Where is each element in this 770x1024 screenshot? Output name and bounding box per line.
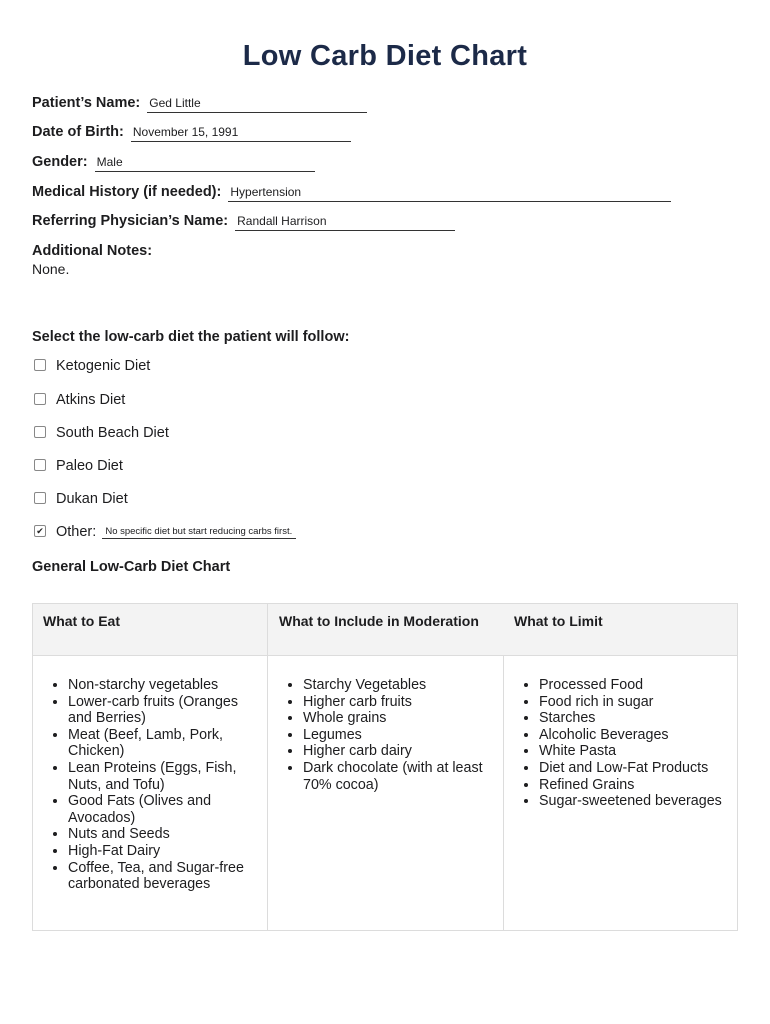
table-header (33, 604, 737, 656)
list-item: • Good Fats (Olives and Avocados) (68, 793, 261, 826)
option-label: Other: (56, 524, 97, 540)
list-item: • Whole grains (303, 710, 491, 727)
list-item: • Lower-carb fruits (Oranges and Berries) (68, 694, 261, 727)
option-atkins[interactable] (34, 392, 125, 408)
option-other[interactable] (34, 524, 296, 540)
option-ketogenic[interactable] (34, 358, 150, 374)
notes-value[interactable]: None. (32, 261, 70, 277)
column-limit (522, 677, 734, 810)
checkbox[interactable] (34, 393, 46, 405)
option-paleo[interactable] (34, 458, 123, 474)
patient-name-field[interactable]: Ged Little (147, 97, 367, 113)
dob-label: Date of Birth: (32, 124, 124, 140)
column-divider (267, 604, 268, 930)
checkbox[interactable] (34, 426, 46, 438)
list-item: • Sugar-sweetened beverages (539, 793, 734, 810)
physician-row (32, 213, 455, 231)
section-title: General Low-Carb Diet Chart (32, 559, 231, 575)
list-item: • Refined Grains (539, 777, 734, 794)
checkbox[interactable] (34, 359, 46, 371)
dob-row (32, 124, 351, 142)
list-item: • Lean Proteins (Eggs, Fish, Nuts, and Tofu) (68, 760, 261, 793)
list-item: • Higher carb dairy (303, 743, 491, 760)
option-south-beach[interactable] (34, 425, 169, 441)
gender-label: Gender: (32, 154, 88, 170)
column-moderation (286, 677, 491, 793)
list-item: • Non-starchy vegetables (68, 677, 261, 694)
list-item: • Starchy Vegetables (303, 677, 491, 694)
other-diet-field[interactable]: No specific diet but start reducing carbs first. (102, 526, 296, 539)
option-label: Paleo Diet (56, 458, 123, 474)
column-divider (503, 655, 504, 930)
checkbox[interactable] (34, 492, 46, 504)
column-what-to-eat (51, 677, 261, 893)
checkbox[interactable] (34, 459, 46, 471)
diet-table (32, 603, 738, 931)
gender-row (32, 154, 315, 172)
page-title: Low Carb Diet Chart (242, 40, 528, 72)
medical-history-field[interactable]: Hypertension (228, 186, 671, 202)
header-limit: What to Limit (514, 613, 603, 629)
notes-label: Additional Notes: (32, 243, 153, 259)
gender-field[interactable]: Male (95, 156, 315, 172)
diet-select-question: Select the low-carb diet the patient will follow: (32, 329, 350, 345)
list-item: • Alcoholic Beverages (539, 727, 734, 744)
list-item: • Diet and Low-Fat Products (539, 760, 734, 777)
physician-label: Referring Physician’s Name: (32, 213, 229, 229)
header-what-to-eat: What to Eat (43, 613, 120, 629)
list-item: • Meat (Beef, Lamb, Pork, Chicken) (68, 727, 261, 760)
list-item: • Nuts and Seeds (68, 826, 261, 843)
list-item: • Coffee, Tea, and Sugar-free carbonated beverages (68, 860, 261, 893)
option-label: South Beach Diet (56, 425, 169, 441)
list-item: • Food rich in sugar (539, 694, 734, 711)
list-item: • Starches (539, 710, 734, 727)
dob-field[interactable]: November 15, 1991 (131, 126, 351, 142)
physician-field[interactable]: Randall Harrison (235, 215, 455, 231)
list-item: • Legumes (303, 727, 491, 744)
list-item: • Higher carb fruits (303, 694, 491, 711)
list-item: • Dark chocolate (with at least 70% cocoa) (303, 760, 491, 793)
header-moderation: What to Include in Moderation (279, 613, 479, 629)
medical-history-row (32, 184, 671, 202)
list-item: • High-Fat Dairy (68, 843, 261, 860)
list-item: • White Pasta (539, 743, 734, 760)
option-label: Atkins Diet (56, 392, 126, 408)
option-label: Dukan Diet (56, 491, 128, 507)
option-label: Ketogenic Diet (56, 358, 151, 374)
option-dukan[interactable] (34, 491, 128, 507)
list-item: • Processed Food (539, 677, 734, 694)
medical-history-label: Medical History (if needed): (32, 184, 222, 200)
patient-name-label: Patient’s Name: (32, 95, 141, 111)
checkbox-checked[interactable]: ✔ (34, 525, 46, 537)
patient-name-row (32, 95, 367, 113)
